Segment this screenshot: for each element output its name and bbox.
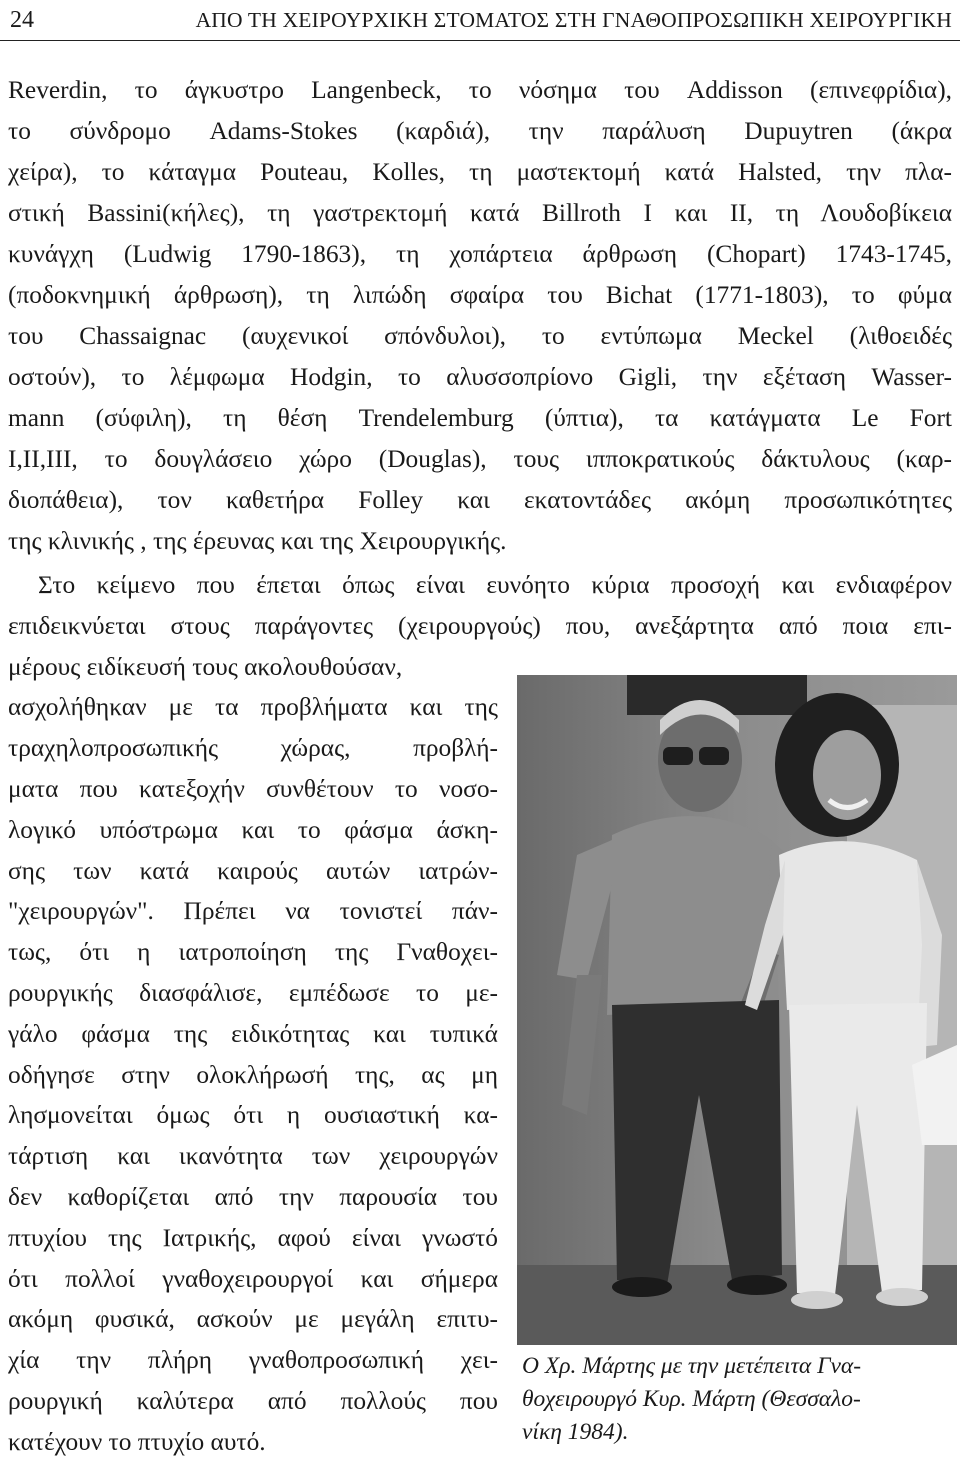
text-line: οστούν), το λέμφωμα Hodgin, το αλυσσοπρίονο Gigli, την εξέταση Wasser-: [8, 363, 952, 391]
text-line: κυνάγχη (Ludwig 1790-1863), τη χοπάρτεια άρθρωση (Chopart) 1743-1745,: [8, 240, 952, 268]
text-line: γάλο φάσμα της ειδικότητας και τυπικά: [8, 1019, 498, 1048]
text-line: "χειρουργών". Πρέπει να τονιστεί πάν-: [8, 897, 498, 926]
text-line: του Chassaignac (αυχενικοί σπόνδυλοι), το εντύπωμα Meckel (λιθοειδές: [8, 322, 952, 350]
text-line: λογικό υπόστρωμα και το φάσμα άσκη-: [8, 815, 498, 844]
text-line: τάρτιση και ικανότητα των χειρουργών: [8, 1142, 498, 1171]
text-line: επιδεικνύεται στους παράγοντες (χειρουργούς) που, ανεξάρτητα από ποια επι-: [8, 611, 952, 640]
text-line: δεν καθορίζεται από την παρουσία του: [8, 1182, 498, 1211]
paragraph-1: [8, 70, 952, 562]
text-line: διοπάθεια), τον καθετήρα Folley και εκατοντάδες ακόμη προσωπικότητες: [8, 486, 952, 514]
text-line: στική Bassini(κήλες), τη γαστρεκτομή κατά Billroth I και II, τη Λουδοβίκεια: [8, 199, 952, 227]
photograph: [517, 675, 957, 1345]
text-line: τραχηλοπροσωπικής χώρας, προβλή-: [8, 734, 498, 763]
text-line: χία την πλήρη γναθοπροσωπική χει-: [8, 1346, 498, 1375]
text-line: mann (σύφιλη), τη θέση Trendelemburg (ύπτια), τα κατάγματα Le Fort: [8, 404, 952, 432]
text-line: ότι πολλοί γναθοχειρουργοί και σήμερα: [8, 1264, 498, 1293]
text-line: πτυχίου της Ιατρικής, αφού είναι γνωστό: [8, 1223, 498, 1252]
text-line: I,II,III, το δουγλάσειο χώρο (Douglas), τους ιπποκρατικούς δάκτυλους (καρ-: [8, 445, 952, 473]
text-line: οδήγησε στην ολοκλήρωσή της, ας μη: [8, 1060, 498, 1089]
caption-line: θοχειρουργό Κυρ. Μάρτη (Θεσσαλο-: [522, 1386, 861, 1412]
text-line: σης των κατά καιρούς αυτών ιατρών-: [8, 856, 498, 885]
text-line: χείρα), το κάταγμα Pouteau, Kolles, τη μαστεκτομή κατά Halsted, την πλα-: [8, 158, 952, 186]
text-line: ματα που κατεξοχήν συνθέτουν το νοσο-: [8, 774, 498, 803]
text-line: (ποδοκνημική άρθρωση), τη λιπώδη σφαίρα του Bichat (1771-1803), το φύμα: [8, 281, 952, 309]
text-line: ασχολήθηκαν με τα προβλήματα και της: [8, 693, 498, 722]
text-line: ρουργική καλύτερα από πολλούς που: [8, 1386, 498, 1415]
page-number: 24: [10, 7, 34, 33]
text-line: ακόμη φυσικά, ασκούν με μεγάλη επιτυ-: [8, 1305, 498, 1334]
text-line: λησμονείται όμως ότι η ουσιαστική κα-: [8, 1101, 498, 1130]
text-line: μέρους ειδίκευσή τους ακολουθούσαν,: [8, 652, 403, 681]
text-line: το σύνδρομο Adams-Stokes (καρδιά), την παράλυση Dupuytren (άκρα: [8, 117, 952, 145]
text-line: κατέχουν το πτυχίο αυτό.: [8, 1427, 266, 1456]
photograph-two-people-icon: [517, 675, 957, 1345]
text-line: ρουργικής διασφάλισε, εμπέδωσε το με-: [8, 978, 498, 1007]
header-rule: [0, 40, 960, 41]
text-line: της κλινικής , της έρευνας και της Χειρουργικής.: [8, 527, 507, 555]
page-header: [0, 0, 960, 42]
running-title: ΑΠΟ ΤΗ ΧΕΙΡΟΥΡΧΙΚΗ ΣΤΟΜΑΤΟΣ ΣΤΗ ΓΝΑΘΟΠΡΟΣΩΠΙΚΗ ΧΕΙΡΟΥΡΓΙΚΗ: [195, 8, 952, 32]
photo-caption: [522, 1350, 952, 1449]
text-line: τως, ότι η ιατροποίηση της Γναθοχει-: [8, 938, 498, 967]
caption-line: νίκη 1984).: [522, 1419, 629, 1445]
caption-line: Ο Χρ. Μάρτης με την μετέπειτα Γνα-: [522, 1353, 862, 1379]
text-line: Reverdin, το άγκυστρο Langenbeck, το νόσημα του Addisson (επινεφρίδια),: [8, 76, 952, 104]
text-line: Στο κείμενο που έπεται όπως είναι ευνόητο κύρια προσοχή και ενδιαφέρον: [38, 571, 952, 599]
